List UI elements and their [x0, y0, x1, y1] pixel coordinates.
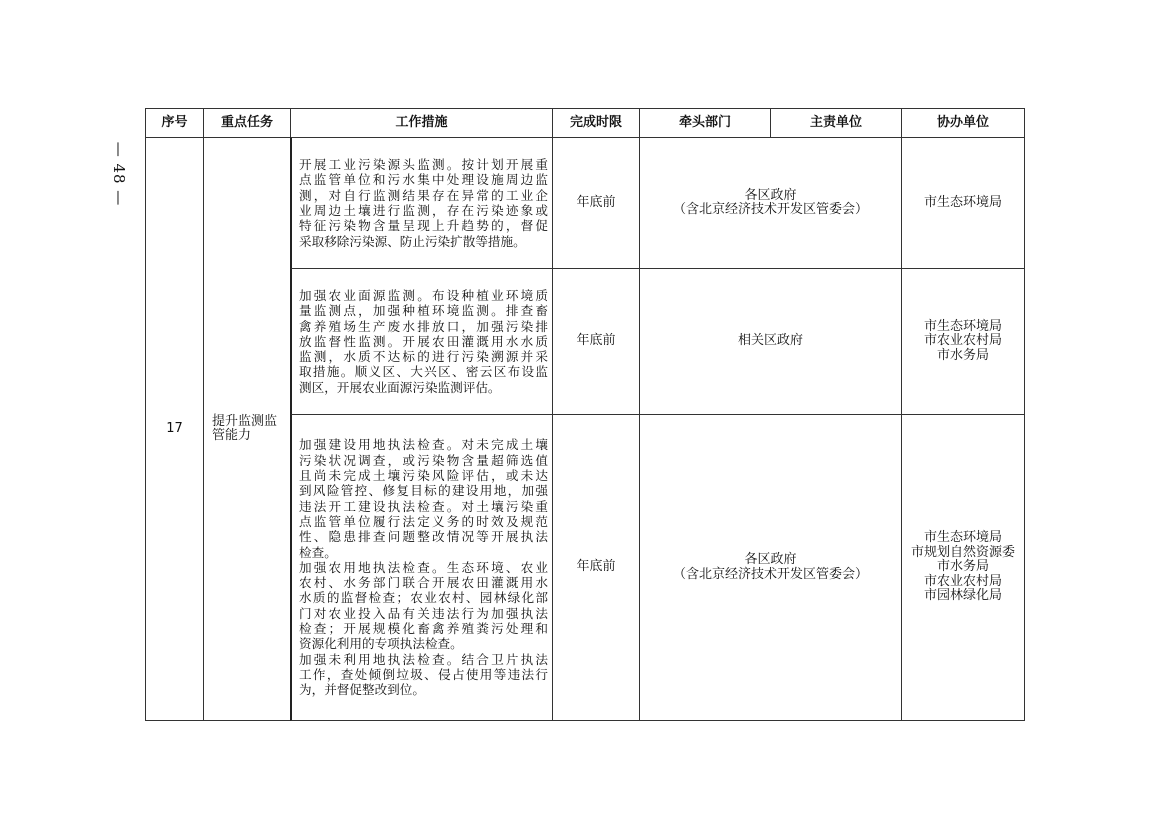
- measures-text: [299, 288, 548, 395]
- measure-line: 点监管单位履行法定义务的时效及规范: [299, 513, 548, 529]
- measure-line: 点监管单位和污水集中处理设施周边监: [299, 172, 548, 188]
- lead-unit-line: 相关区政府: [737, 333, 803, 349]
- header-cell: 主责单位: [770, 108, 902, 138]
- measure-line: 为，并督促整改到位。: [299, 682, 425, 698]
- deadline-cell: 年底前: [552, 414, 640, 721]
- measure-line: 取措施。顺义区、大兴区、密云区布设监: [299, 364, 548, 380]
- measures-cell: [290, 268, 553, 415]
- measures-cell: [290, 414, 553, 721]
- measure-line: 放监督性监测。开展农田灌溉用水水质: [299, 333, 548, 349]
- measure-line: 测，对自行监测结果存在异常的工业企: [299, 187, 548, 203]
- measure-line: 量监测点，加强种植环境监测。排查畜: [299, 303, 548, 319]
- measure-line: 禽养殖场生产废水排放口，加强污染排: [299, 318, 548, 334]
- header-cell: 牵头部门: [639, 108, 771, 138]
- header-cell: 重点任务: [203, 108, 291, 138]
- measure-line: 水质的监督检查；农业农村、园林绿化部: [299, 590, 548, 606]
- lead-unit-cell: [639, 137, 902, 269]
- lead-unit-line: 各区政府: [744, 187, 797, 203]
- measure-line: 污染状况调查，或污染物含量超筛选值: [299, 452, 548, 468]
- assist-unit-line: 市水务局: [936, 559, 989, 575]
- lead-unit: [738, 334, 803, 349]
- measures-text: [299, 157, 548, 249]
- seq-cell: 17: [145, 137, 204, 721]
- task-name-line: 管能力: [212, 428, 252, 443]
- header-cell: 完成时限: [552, 108, 640, 138]
- measure-line: 特征污染物含量呈现上升趋势的，督促: [299, 218, 548, 234]
- lead-unit-line: （含北京经济技术开发区管委会）: [672, 202, 868, 217]
- measures-cell: [290, 137, 553, 269]
- assist-unit-line: 市生态环境局: [923, 318, 1002, 334]
- assist-unit: [911, 531, 1015, 604]
- deadline-cell: 年底前: [552, 137, 640, 269]
- measure-line: 加强农业面源监测。布设种植业环境质: [299, 287, 548, 303]
- lead-unit-cell: [639, 268, 902, 415]
- measure-line: 到风险管控、修复目标的建设用地，加强: [299, 483, 548, 499]
- task-name-line: 提升监测监: [212, 413, 278, 429]
- measure-line: 业周边土壤进行监测，存在污染迹象或: [299, 203, 548, 218]
- measure-line: 加强农用地执法检查。生态环境、农业: [299, 559, 548, 575]
- measure-line: 开展工业污染源头监测。按计划开展重: [299, 157, 548, 173]
- page-number: — 48 —: [110, 141, 128, 207]
- measure-line: 违法开工建设执法检查。对土壤污染重: [299, 498, 548, 514]
- assist-unit-line: 市农业农村局: [923, 333, 1002, 349]
- measure-line: 资源化利用的专项执法检查。: [299, 636, 463, 652]
- measure-line: 农村、水务部门联合开展农田灌溉用水: [299, 575, 548, 591]
- measure-line: 门对农业投入品有关违法行为加强执法: [299, 605, 548, 621]
- measure-line: 检查；开展规模化畜禽养殖粪污处理和: [299, 621, 548, 637]
- assist-unit: [924, 320, 1002, 364]
- lead-unit-line: 各区政府: [744, 552, 797, 567]
- measure-line: 采取移除污染源、防止污染扩散等措施。: [299, 233, 526, 249]
- measure-line: 监测，水质不达标的进行污染溯源并采: [299, 349, 548, 365]
- task-cell: [203, 137, 291, 721]
- measure-line: 且尚未完成土壤污染风险评估，或未达: [299, 468, 548, 484]
- assist-unit-line: 市农业农村局: [923, 573, 1002, 589]
- measure-line: 检查。: [299, 544, 337, 560]
- measure-line: 工作，查处倾倒垃圾、侵占使用等违法行: [299, 666, 548, 682]
- deadline-cell: 年底前: [552, 268, 640, 415]
- lead-unit-line: （含北京经济技术开发区管委会）: [672, 566, 868, 582]
- measure-line: 测区，开展农业面源污染监测评估。: [299, 379, 501, 395]
- lead-unit: [673, 553, 868, 582]
- task-name: [212, 415, 277, 444]
- header-cell: 工作措施: [290, 108, 553, 138]
- assist-unit-line: 市规划自然资源委: [910, 544, 1015, 560]
- assist-unit-line: 市生态环境局: [923, 194, 1002, 210]
- assist-unit-cell: [901, 414, 1025, 721]
- lead-unit-cell: [639, 414, 902, 721]
- header-cell: 序号: [145, 108, 204, 138]
- assist-unit-line: 市水务局: [936, 347, 989, 363]
- assist-unit-line: 市园林绿化局: [923, 588, 1002, 604]
- measure-line: 加强未利用地执法检查。结合卫片执法: [299, 651, 548, 667]
- lead-unit: [673, 189, 868, 218]
- assist-unit-cell: [901, 268, 1025, 415]
- measure-line: 加强建设用地执法检查。对未完成土壤: [299, 437, 548, 453]
- measure-line: 性、隐患排查问题整改情况等开展执法: [299, 529, 548, 545]
- header-cell: 协办单位: [901, 108, 1025, 138]
- assist-unit: [924, 196, 1002, 211]
- measures-text: [299, 437, 548, 697]
- assist-unit-cell: [901, 137, 1025, 269]
- assist-unit-line: 市生态环境局: [923, 530, 1002, 546]
